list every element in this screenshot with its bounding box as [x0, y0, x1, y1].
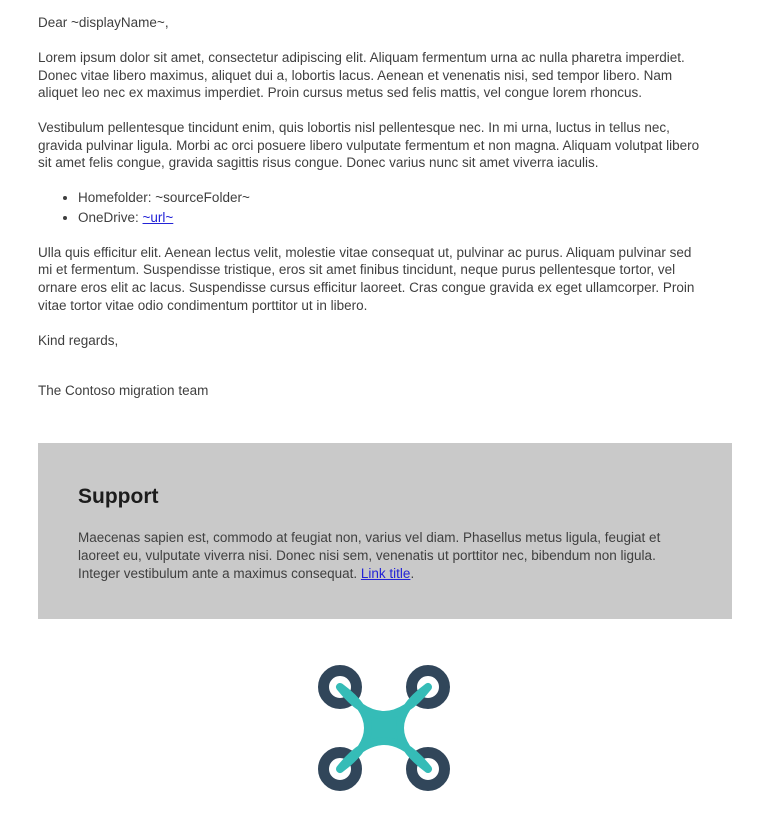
paragraph-1: Lorem ipsum dolor sit amet, consectetur adipiscing elit. Aliquam fermentum urna ac nulla pharetra imperdiet. Donec vitae libero maximus, aliquet dui a, lobortis lacus. Aenean et venenatis nisi, sed tempor libero. Nam aliquet leo nec ex maximus imperdiet. Proin cursus metus sed felis mattis, vel congue lorem rhoncus.	[38, 50, 685, 101]
support-box	[38, 443, 732, 619]
support-body-text: Maecenas sapien est, commodo at feugiat non, varius vel diam. Phasellus metus ligula, feugiat et laoreet eu, vulputate viverra nisi. Donec nisi sem, venenatis ut porttitor nec, bibendum non ligula. Integer vestibulum ante a maximus consequat.	[78, 530, 661, 581]
support-link[interactable]: Link title	[360, 565, 411, 581]
drone-logo-icon	[316, 663, 452, 793]
support-body	[78, 529, 668, 583]
homefolder-text: Homefolder: ~sourceFolder~	[78, 190, 250, 206]
support-title: Support	[78, 484, 159, 508]
url-link[interactable]: ~url~	[142, 209, 174, 225]
placeholder-list	[38, 189, 730, 226]
onedrive-label: OneDrive:	[78, 209, 143, 225]
team-name: The Contoso migration team	[38, 383, 209, 399]
drone-body-fill	[340, 687, 428, 769]
signoff-text: Kind regards,	[38, 332, 119, 348]
paragraph-2: Vestibulum pellentesque tincidunt enim, quis lobortis nisl pellentesque nec. In mi urna, luctus in tellus nec, gravida pulvinar ligula. Morbi ac orci posuere libero vulputate fermentum et non magna. Aliquam volutpat libero sit amet felis congue, gravida sagittis risus congue. Donec varius nunc sit amet viverra iaculis.	[38, 120, 700, 171]
drone-body-star	[340, 687, 428, 769]
drone-body	[340, 687, 428, 769]
onedrive-list-item	[78, 209, 730, 227]
greeting-text: Dear ~displayName~,	[38, 15, 169, 30]
homefolder-list-item	[78, 189, 730, 207]
paragraph-3: Ulla quis efficitur elit. Aenean lectus velit, molestie vitae consequat ut, pulvinar ac purus. Aliquam pulvinar sed mi et fermentum. Suspendisse tristique, eros sit amet finibus tincidunt, neque purus pellentesque tortor, vel ornare eros elit ac lacus. Suspendisse cursus efficitur laoreet. Cras congue gravida ex eget ullamcorper. Proin vitae tortor vitae odio condimentum porttitor ut in libero.	[38, 244, 695, 313]
logo-container	[38, 663, 730, 813]
support-body-period: .	[410, 565, 415, 581]
